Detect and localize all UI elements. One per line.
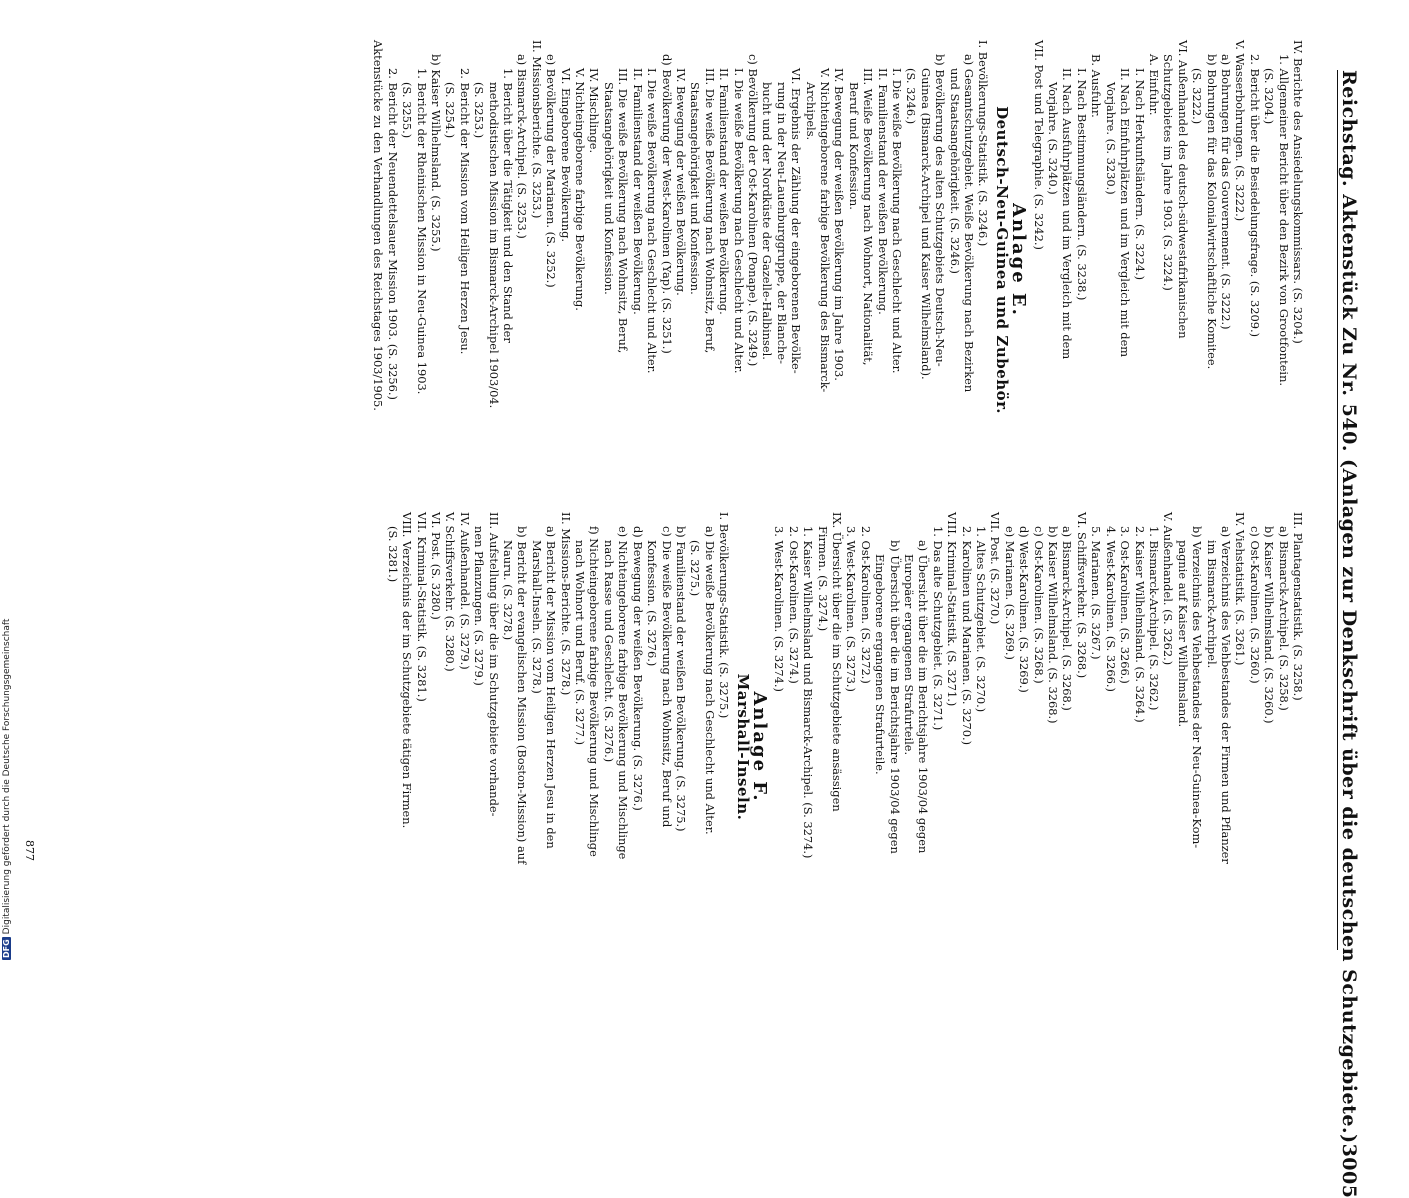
toc-entry: IV. Viehstatistik. (S. 3261.): [1233, 512, 1248, 666]
toc-entry: (S. 3222.): [1190, 68, 1205, 125]
page-header: [1337, 70, 1378, 1198]
toc-entry: VI. Eingeborene Bevölkerung.: [558, 68, 573, 243]
toc-entry: a) Bismarck-Archipel. (S. 3268.): [1060, 526, 1075, 711]
toc-entry: rung in der Neu-Lauenburggruppe, der Blanche-: [774, 82, 789, 364]
toc-entry: e) Marianen. (S. 3269.): [1002, 526, 1017, 660]
toc-entry: nen Pflanzungen. (S. 3279.): [472, 526, 487, 686]
toc-entry: IX. Übersicht über die im Schutzgebiete ansässigen: [830, 512, 844, 812]
toc-entry: 3. West-Karolinen. (S. 3274.): [772, 526, 787, 692]
toc-entry: Guinea (Bismarck-Archipel und Kaiser Wilhelmsland).: [918, 68, 933, 380]
toc-entry: IV. Bewegung der weißen Bevölkerung.: [673, 68, 688, 296]
toc-entry: Nauru. (S. 3278.): [501, 540, 516, 641]
toc-entry: IV. Außenhandel. (S. 3279.): [457, 512, 472, 670]
toc-entry: I. Bevölkerungs-Statistik. (S. 3275.): [717, 512, 732, 719]
toc-entry: VIII. Verzeichnis der im Schutzgebiete tätigen Firmen.: [400, 512, 415, 829]
toc-entry: III. Weiße Bevölkerung nach Wohnort, Nationalität,: [861, 68, 876, 366]
toc-entry: III. Die weiße Bevölkerung nach Wohnsitz, Beruf,: [616, 68, 631, 354]
dfg-logo: DFG: [2, 939, 11, 958]
toc-entry: nach Rasse und Geschlecht. (S. 3276.): [601, 540, 616, 763]
toc-entry: III. Plantagenstatistik. (S. 3258.): [1291, 512, 1305, 701]
toc-entry: b) Bevölkerung des alten Schutzgebiets Deutsch-Neu-: [933, 54, 948, 367]
toc-entry: und Staatsangehörigkeit. (S. 3246.): [947, 68, 962, 274]
toc-entry: Beruf und Konfession.: [846, 82, 861, 210]
toc-entry: Europäer ergangenen Strafurteile.: [902, 554, 917, 756]
toc-entry: VII. Post und Telegraphie. (S. 3242.): [1031, 40, 1046, 250]
toc-entry: b) Familienstand der weißen Bevölkerung. (S. 3275.): [673, 526, 688, 832]
toc-entry: II. Familienstand der weißen Bevölkerung.: [875, 68, 890, 315]
toc-entry: e) Nichteingeborene farbige Bevölkerung und Mischlinge: [616, 526, 631, 860]
toc-entry: 3. Ost-Karolinen. (S. 3266.): [1118, 526, 1133, 684]
toc-entry: Eingeborene ergangenen Strafurteile.: [873, 554, 888, 775]
toc-entry: VI. Post. (S. 3280.): [429, 512, 444, 620]
toc-entry: Marshall-Inseln. (S. 3278.): [529, 540, 544, 694]
toc-entry: B. Ausfuhr.: [1089, 54, 1104, 118]
toc-entry: a) Bismarck-Archipel. (S. 3258.): [1276, 526, 1291, 711]
toc-entry: II. Familienstand der weißen Bevölkerung.: [717, 68, 732, 315]
toc-entry: (S. 3254.): [443, 82, 458, 139]
toc-entry: c) Die weiße Bevölkerung nach Wohnsitz, Beruf und: [659, 526, 674, 828]
toc-entry: a) Verzeichnis des Viehbestandes der Firmen und Pflanzer: [1218, 526, 1233, 864]
toc-entry: 1. Kaiser Wilhelmsland und Bismarck-Archipel. (S. 3274.): [801, 526, 816, 859]
toc-entry: II. Missions-Berichte. (S. 3278.): [558, 512, 573, 696]
toc-entry: nach Wohnort und Beruf. (S. 3277.): [573, 540, 588, 746]
toc-entry: 2. Ost-Karolinen. (S. 3274.): [786, 526, 801, 684]
toc-entry: Konfession. (S. 3276.): [645, 540, 660, 667]
toc-entry: I. Bevölkerungs-Statistik. (S. 3246.): [976, 40, 991, 247]
toc-entry: a) Bohrungen für das Gouvernement. (S. 3222.): [1218, 54, 1233, 330]
toc-entry: 1. Bericht der Rheinischen Mission in Neu-Guinea 1903.: [414, 68, 429, 395]
toc-entry: Vorjahre. (S. 3240.): [1046, 82, 1061, 195]
toc-entry: I. Nach Bestimmungsländern. (S. 3238.): [1074, 68, 1089, 301]
toc-entry: 2. Karolinen und Marianen. (S. 3270.): [959, 526, 974, 746]
toc-entry: Staatsangehörigkeit und Konfession.: [601, 82, 616, 295]
toc-entry: I. Die weiße Bevölkerung nach Geschlecht und Alter.: [890, 68, 905, 374]
toc-entry: 5. Marianen. (S. 3267.): [1089, 526, 1104, 660]
toc-entry: b) Verzeichnis des Viehbestandes der Neu-Guinea-Kom-: [1190, 526, 1205, 849]
toc-entry: II. Missionsberichte. (S. 3253.): [529, 40, 544, 219]
toc-entry: 2. Kaiser Wilhelmsland. (S. 3264.): [1132, 526, 1147, 723]
toc-entry: 1. Altes Schutzgebiet. (S. 3270.): [974, 526, 989, 713]
toc-entry: Aktenstücke zu den Verhandlungen des Reichstages 1903/1905.: [371, 40, 386, 411]
toc-entry: VII. Kriminal-Statistik. (S. 3281.): [414, 512, 429, 702]
toc-entry: II. Nach Einfuhrplätzen und im Vergleich mit dem: [1118, 68, 1133, 358]
header-page-number: 3005: [1338, 1143, 1360, 1198]
toc-entry: a) Die weiße Bevölkerung nach Geschlecht und Alter.: [702, 526, 717, 835]
toc-entry: (S. 3275.): [688, 540, 703, 597]
toc-entry: 3. West-Karolinen. (S. 3273.): [844, 526, 859, 692]
toc-entry: a) Bismarck-Archipel. (S. 3253.): [515, 54, 530, 239]
toc-entry: methodistischen Mission im Bismarck-Archipel 1903/04.: [486, 82, 501, 409]
toc-entry: 2. Ost-Karolinen. (S. 3272.): [858, 526, 873, 684]
toc-entry: 2. Bericht der Neuendettelsauer Mission 1903. (S. 3256.): [385, 68, 400, 400]
toc-entry: b) Bericht der evangelischen Mission (Boston-Mission) auf: [515, 526, 530, 865]
toc-entry: bucht und der Nordküste der Gazelle-Halbinsel.: [760, 82, 775, 360]
toc-entry: (S. 3281.): [385, 526, 400, 583]
toc-entry: d) West-Karolinen. (S. 3269.): [1017, 526, 1032, 693]
toc-entry: V. Schiffsverkehr. (S. 3280.): [443, 512, 458, 672]
toc-entry: (S. 3255.): [400, 82, 415, 139]
toc-entry: VI. Ergebnis der Zählung der eingeborenen Bevölke-: [789, 68, 804, 374]
right-column: [35, 512, 1305, 982]
credit-text: Digitalisierung gefördert durch die Deutsche Forschungsgemeinschaft: [2, 618, 12, 935]
toc-entry: I. Nach Herkunftsländern. (S. 3224.): [1132, 68, 1147, 281]
toc-entry: a) Gesamtschutzgebiet. Weiße Bevölkerung nach Bezirken: [962, 54, 977, 393]
toc-entry: I. Die weiße Bevölkerung nach Geschlecht und Alter.: [731, 68, 746, 374]
toc-entry: (S. 3246.): [904, 68, 919, 125]
toc-entry: Firmen. (S. 3274.): [815, 526, 830, 632]
toc-entry: b) Übersicht über die im Berichtsjahre 1903/04 gegen: [887, 540, 902, 854]
toc-entry: I. Die weiße Bevölkerung nach Geschlecht und Alter.: [645, 68, 660, 374]
toc-entry: c) Ost-Karolinen. (S. 3260.): [1247, 526, 1262, 684]
toc-entry: (S. 3253.): [472, 82, 487, 139]
toc-entry: VI. Schiffsverkehr. (S. 3268.): [1074, 512, 1089, 679]
toc-entry: V. Nichteingeborene farbige Bevölkerung.: [573, 68, 588, 311]
toc-entry: Schutzgebietes im Jahre 1903. (S. 3224.): [1161, 54, 1176, 291]
toc-entry: II. Nach Ausfuhrplätzen und im Vergleich mit dem: [1060, 68, 1075, 360]
toc-entry: a) Bericht der Mission vom Heiligen Herzen Jesu in den: [544, 526, 559, 849]
toc-entry: VII. Post. (S. 3270.): [988, 512, 1003, 625]
toc-entry: VIII. Kriminal-Statistik. (S. 3271.): [945, 512, 960, 707]
toc-entry: IV. Berichte des Ansiedelungskommissars. (S. 3204.): [1291, 40, 1305, 344]
toc-entry: IV. Bewegung der weißen Bevölkerung im Jahre 1903.: [832, 68, 847, 381]
toc-entry: pagnie auf Kaiser Wilhelmsland.: [1175, 540, 1190, 728]
toc-entry: a) Übersicht über die im Berichtsjahre 1903/04 gegen: [916, 540, 931, 854]
toc-entry: b) Bohrungen für das Kolonialwirtschaftliche Komitee.: [1204, 54, 1219, 370]
toc-entry: (S. 3204.): [1262, 68, 1277, 125]
toc-entry: f) Nichteingeborene farbige Bevölkerung und Mischlinge: [587, 526, 602, 857]
page-number: 877: [23, 840, 36, 861]
toc-entry: im Bismarck-Archipel.: [1204, 540, 1219, 669]
toc-entry: IV. Mischlinge.: [587, 68, 602, 154]
section-title: Anlage F.: [748, 691, 770, 803]
header-title: Reichstag. Aktenstück Zu Nr. 540. (Anlagen zur Denkschrift über die deutschen Schutzgebiete.): [1338, 70, 1360, 1144]
toc-entry: b) Kaiser Wilhelmsland. (S. 3255.): [429, 54, 444, 252]
toc-entry: 4. West-Karolinen. (S. 3266.): [1103, 526, 1118, 692]
toc-entry: 1. Allgemeiner Bericht über den Bezirk von Grootfontein.: [1276, 54, 1291, 387]
toc-entry: c) Bevölkerung der Ost-Karolinen (Ponape). (S. 3249.): [745, 54, 760, 367]
left-column: [35, 40, 1305, 480]
section-subtitle: Marshall-Inseln.: [733, 673, 752, 821]
toc-entry: Staatsangehörigkeit und Konfession.: [688, 82, 703, 295]
toc-entry: b) Kaiser Wilhelmsland. (S. 3260.): [1262, 526, 1277, 724]
toc-entry: V. Wasserbohrungen. (S. 3222.): [1233, 40, 1248, 222]
toc-entry: d) Bevölkerung der West-Karolinen (Yap). (S. 3251.): [659, 54, 674, 354]
toc-entry: III. Aufstellung über die im Schutzgebiete vorhande-: [486, 512, 501, 817]
toc-entry: 1. Bericht über die Tätigkeit und den Stand der: [501, 68, 516, 343]
section-title: Anlage E.: [1008, 203, 1030, 317]
toc-entry: V. Außenhandel. (S. 3262.): [1161, 512, 1176, 666]
toc-entry: 1. Das alte Schutzgebiet. (S. 3271.): [930, 526, 945, 731]
toc-entry: b) Kaiser Wilhelmsland. (S. 3268.): [1046, 526, 1061, 724]
toc-entry: 2. Bericht über die Besiedelungsfrage. (S. 3209.): [1247, 54, 1262, 338]
toc-entry: II. Familienstand der weißen Bevölkerung.: [630, 68, 645, 315]
section-subtitle: Deutsch-Neu-Guinea und Zubehör.: [992, 106, 1011, 414]
toc-entry: Archipels.: [803, 82, 818, 141]
toc-entry: Vorjahre. (S. 3230.): [1103, 82, 1118, 195]
toc-entry: III. Die weiße Bevölkerung nach Wohnsitz, Beruf,: [702, 68, 717, 354]
toc-entry: c) Ost-Karolinen. (S. 3268.): [1031, 526, 1046, 684]
toc-entry: V. Nichteingeborene farbige Bevölkerung des Bismarck-: [818, 68, 832, 393]
toc-entry: VI. Außenhandel des deutsch-südwestafrikanischen: [1175, 40, 1190, 339]
toc-entry: A. Einfuhr.: [1146, 54, 1161, 116]
toc-entry: 1. Bismarck-Archipel. (S. 3262.): [1146, 526, 1161, 711]
toc-entry: 2. Bericht der Mission vom Heiligen Herzen Jesu.: [457, 68, 472, 355]
toc-entry: d) Bewegung der weißen Bevölkerung. (S. 3276.): [630, 526, 645, 811]
toc-entry: e) Bevölkerung der Marianen. (S. 3252.): [544, 54, 559, 288]
digitization-credit: [2, 619, 12, 960]
